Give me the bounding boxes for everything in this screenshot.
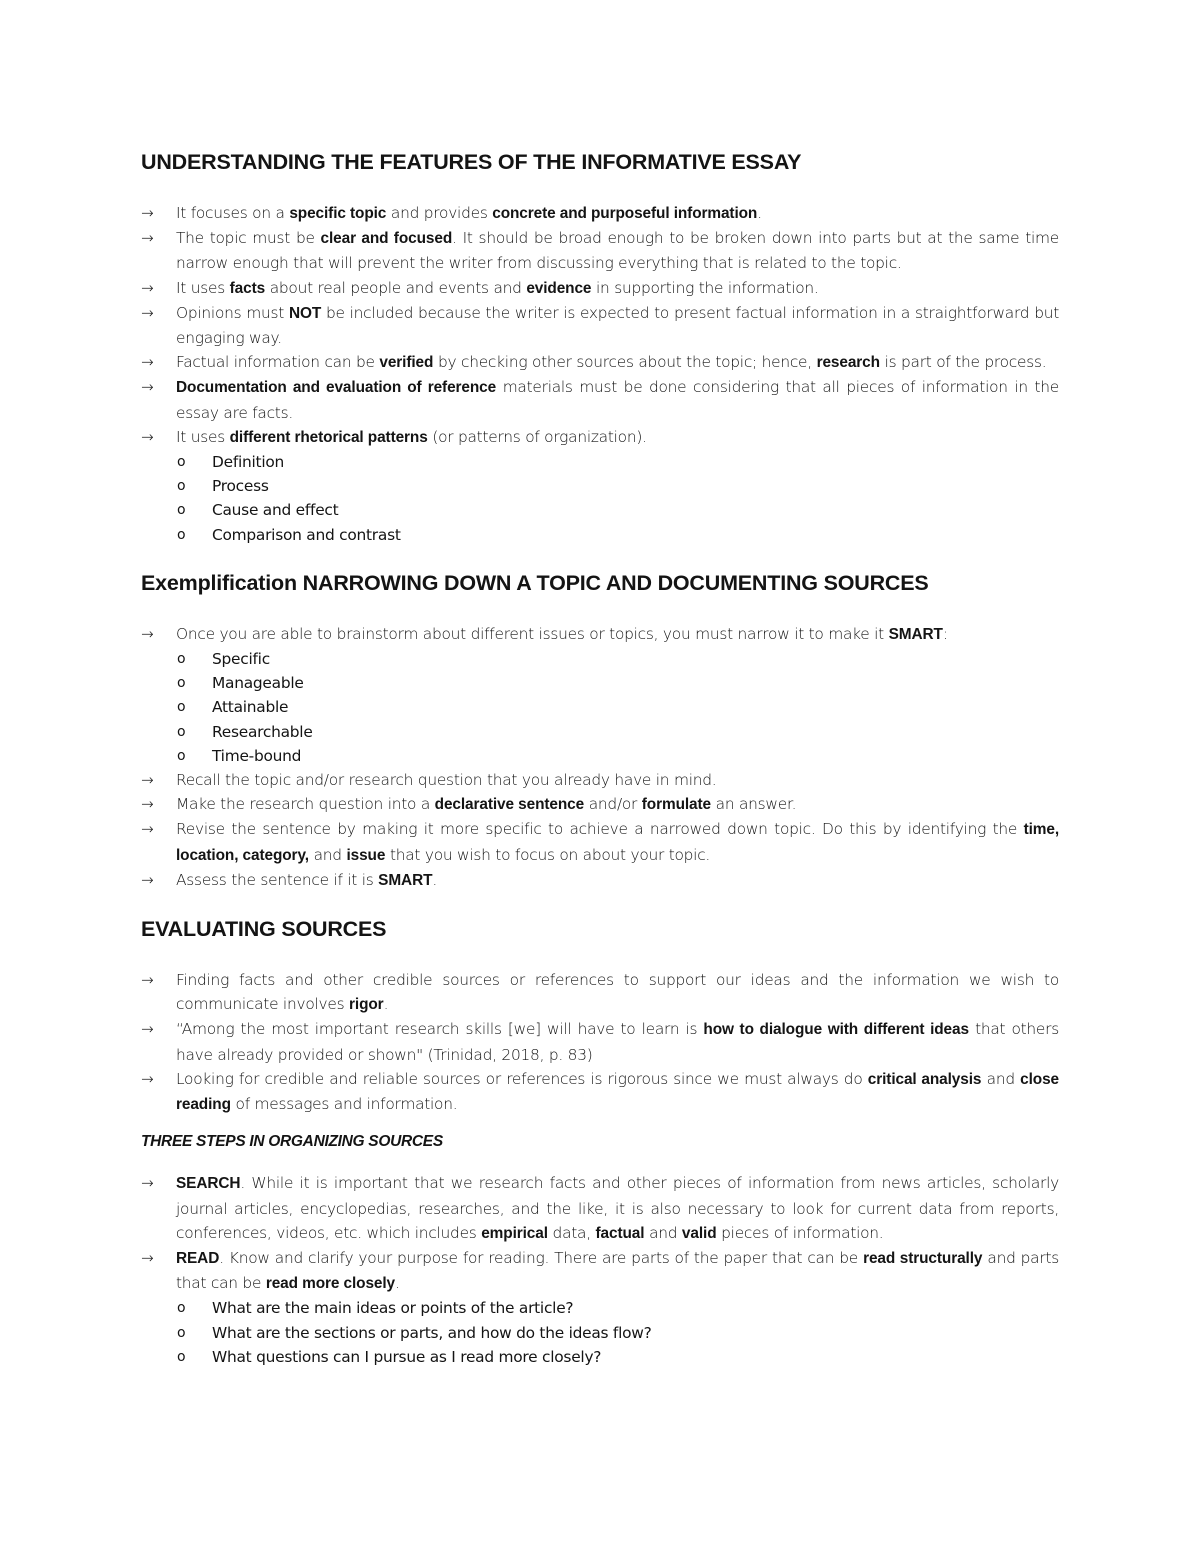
sub-list-item: o What questions can I pursue as I read more closely? [141, 1345, 1059, 1369]
list-item: → The topic must be clear and focused. It should be broad enough to be broken down into parts but at the same time narrow enough that will prevent the writer from discussing everything that is related to the topic. [141, 226, 1059, 275]
narrowing-list [141, 622, 1059, 893]
list-item: → It uses facts about real people and events and evidence in supporting the information. [141, 276, 1059, 301]
heading-narrowing-topic: Exemplification NARROWING DOWN A TOPIC AND DOCUMENTING SOURCES [141, 570, 929, 595]
arrow-icon: → [141, 1248, 154, 1267]
arrow-icon: → [141, 229, 154, 248]
list-item: → It focuses on a specific topic and provides concrete and purposeful information. [141, 201, 1059, 226]
list-item: → Documentation and evaluation of reference materials must be done considering that all pieces of information in the essay are facts. [141, 375, 1059, 424]
circle-bullet-icon: o [177, 1300, 186, 1317]
circle-bullet-icon: o [177, 1324, 186, 1341]
arrow-icon: → [141, 1020, 154, 1039]
circle-bullet-icon: o [177, 675, 186, 692]
list-item: → SEARCH. While it is important that we research facts and other pieces of information from news articles, scholarly journal articles, encyclopedias, researches, and the like, it is also necessary to look for current data from reports, conferences, videos, etc. which includes empirical data, factual and valid pieces of information. [141, 1171, 1059, 1246]
arrow-icon: → [141, 795, 154, 814]
sub-list-item: o Researchable [141, 720, 1059, 744]
sub-list-item: o Comparison and contrast [141, 523, 1059, 547]
arrow-icon: → [141, 278, 154, 297]
sub-list-item: o What are the sections or parts, and how do the ideas flow? [141, 1321, 1059, 1345]
list-item: → READ. Know and clarify your purpose for reading. There are parts of the paper that can be read structurally and parts that can be read more closely. [141, 1246, 1059, 1296]
evaluating-list [141, 968, 1059, 1117]
sub-list-item: o What are the main ideas or points of the article? [141, 1296, 1059, 1320]
subheading-three-steps: THREE STEPS IN ORGANIZING SOURCES [141, 1133, 443, 1151]
circle-bullet-icon: o [177, 526, 186, 543]
sub-list-item: o Manageable [141, 671, 1059, 695]
circle-bullet-icon: o [177, 502, 186, 519]
list-item: → Factual information can be verified by checking other sources about the topic; hence, research is part of the process. [141, 350, 1059, 375]
arrow-icon: → [141, 353, 154, 372]
circle-bullet-icon: o [177, 478, 186, 495]
heading-evaluating-sources: EVALUATING SOURCES [141, 917, 387, 942]
sub-list-item: o Specific [141, 647, 1059, 671]
steps-list [141, 1171, 1059, 1369]
circle-bullet-icon: o [177, 1348, 186, 1365]
sub-list-item: o Cause and effect [141, 498, 1059, 522]
list-item: → “Among the most important research skills [we] will have to learn is how to dialogue with different ideas that others have already provided or shown" (Trinidad, 2018, p. 83) [141, 1017, 1059, 1066]
arrow-icon: → [141, 1069, 154, 1088]
arrow-icon: → [141, 1174, 154, 1193]
list-item: → Opinions must NOT be included because the writer is expected to present factual information in a straightforward but engaging way. [141, 301, 1059, 350]
features-list [141, 201, 1059, 547]
list-item: → It uses different rhetorical patterns (or patterns of organization). [141, 425, 1059, 450]
document-page [141, 148, 1059, 1369]
sub-list-item: o Attainable [141, 695, 1059, 719]
arrow-icon: → [141, 624, 154, 643]
arrow-icon: → [141, 303, 154, 322]
arrow-icon: → [141, 971, 154, 990]
list-item: → Revise the sentence by making it more specific to achieve a narrowed down topic. Do this by identifying the time, location, category, and issue that you wish to focus on about your topic. [141, 817, 1059, 867]
list-item: → Finding facts and other credible sources or references to support our ideas and the information we wish to communicate involves rigor. [141, 968, 1059, 1017]
list-item: → Recall the topic and/or research question that you already have in mind. [141, 768, 1059, 792]
arrow-icon: → [141, 427, 154, 446]
sub-list-item: o Process [141, 474, 1059, 498]
arrow-icon: → [141, 870, 154, 889]
sub-list-item: o Time-bound [141, 744, 1059, 768]
list-item: → Assess the sentence if it is SMART. [141, 868, 1059, 893]
list-item: → Looking for credible and reliable sources or references is rigorous since we must always do critical analysis and close reading of messages and information. [141, 1067, 1059, 1117]
list-item: → Once you are able to brainstorm about different issues or topics, you must narrow it to make it SMART: [141, 622, 1059, 647]
circle-bullet-icon: o [177, 454, 186, 471]
arrow-icon: → [141, 378, 154, 397]
circle-bullet-icon: o [177, 699, 186, 716]
list-item: → Make the research question into a declarative sentence and/or formulate an answer. [141, 792, 1059, 817]
circle-bullet-icon: o [177, 747, 186, 764]
arrow-icon: → [141, 771, 154, 790]
arrow-icon: → [141, 820, 154, 839]
arrow-icon: → [141, 204, 154, 222]
circle-bullet-icon: o [177, 723, 186, 740]
circle-bullet-icon: o [177, 651, 186, 668]
heading-informative-essay: UNDERSTANDING THE FEATURES OF THE INFORMATIVE ESSAY [141, 150, 802, 174]
sub-list-item: o Definition [141, 450, 1059, 474]
